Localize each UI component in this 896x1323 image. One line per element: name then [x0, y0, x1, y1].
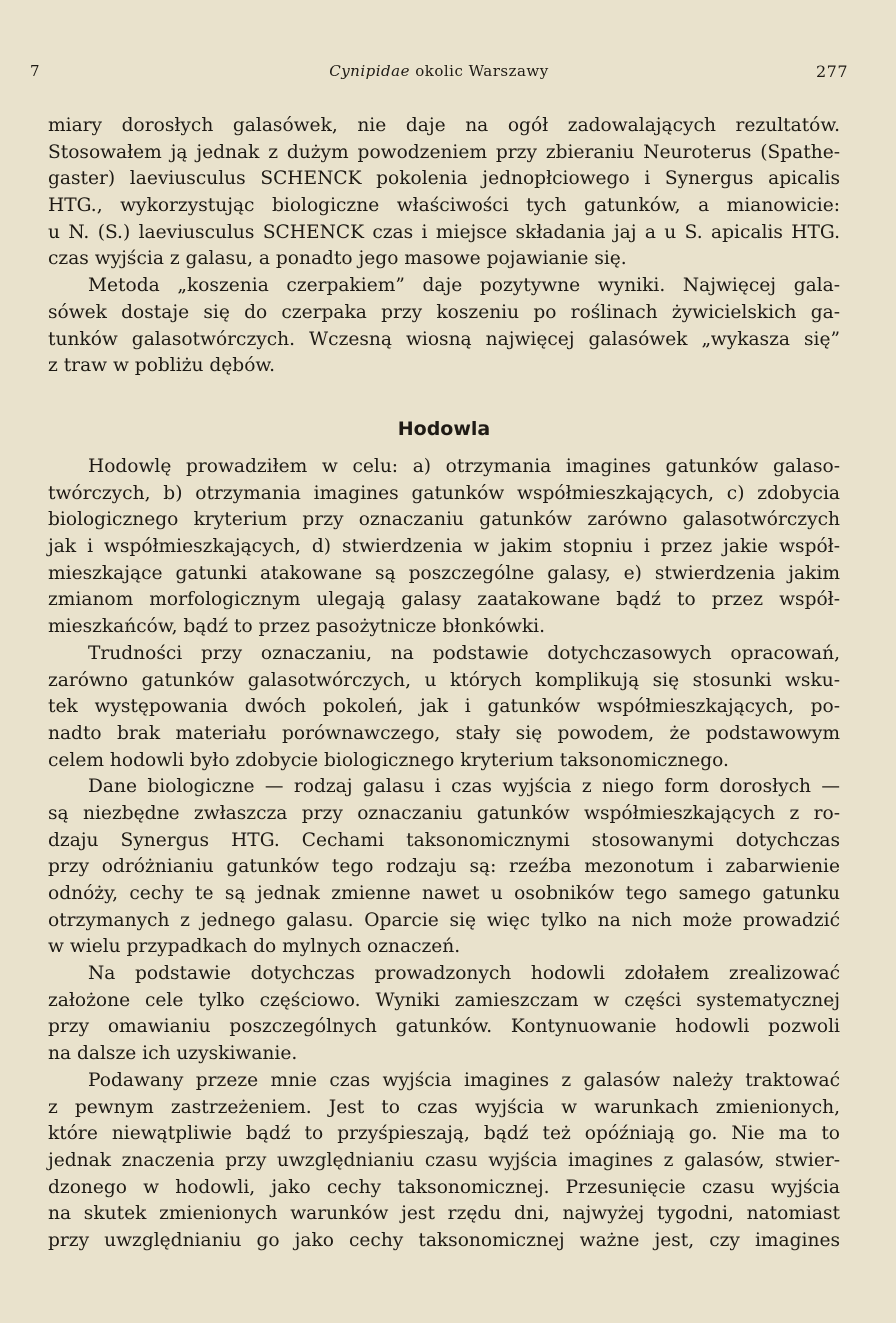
running-header [30, 62, 848, 88]
text-line: mieszkające gatunki atakowane są poszczególne galasy, e) stwierdzenia jakim [48, 562, 840, 584]
text-line: z pewnym zastrzeżeniem. Jest to czas wyjścia w warunkach zmienionych, [48, 1096, 840, 1118]
text-line: są niezbędne zwłaszcza przy oznaczaniu gatunków współmieszkających z ro- [48, 802, 840, 824]
text-line: przy odróżnianiu gatunków tego rodzaju są: rzeźba mezonotum i zabarwienie [48, 856, 840, 878]
text-line: jednak znaczenia przy uwzględnianiu czasu wyjścia imagines z galasów, stwier- [48, 1149, 840, 1171]
text-line: twórczych, b) otrzymania imagines gatunków współmieszkających, c) zdobycia [48, 482, 840, 504]
text-line: Dane biologiczne — rodzaj galasu i czas wyjścia z niego form dorosłych — [88, 776, 840, 798]
text-line: tek występowania dwóch pokoleń, jak i gatunków współmieszkających, po- [48, 696, 840, 718]
text-line: odnóży, cechy te są jednak zmienne nawet u osobników tego samego gatunku [48, 883, 840, 904]
text-block-breeding [48, 454, 840, 1255]
text-line: dzonego w hodowli, jako cechy taksonomicznej. Przesunięcie czasu wyjścia [48, 1176, 840, 1198]
text-line: jak i współmieszkających, d) stwierdzenia w jakim stopniu i przez jakie współ- [48, 536, 840, 558]
text-line: założone cele tylko częściowo. Wyniki zamieszczam w części systematycznej [48, 989, 840, 1011]
text-line: mieszkańców, bądź to przez pasożytnicze błonkówki. [48, 616, 546, 638]
text-line: gaster) laeviusculus SCHENCK pokolenia jednopłciowego i Synergus apicalis [48, 168, 840, 190]
text-line: sówek dostaje się do czerpaka przy koszeniu po roślinach żywicielskich ga- [48, 301, 840, 323]
text-line: biologicznego kryterium przy oznaczaniu gatunków zarówno galasotwórczych [48, 509, 840, 531]
text-line: czas wyjścia z galasu, a ponadto jego masowe pojawianie się. [48, 248, 627, 270]
text-line: na skutek zmienionych warunków jest rzędu dni, najwyżej tygodni, natomiast [48, 1203, 840, 1225]
text-line: Na podstawie dotychczas prowadzonych hodowli zdołałem zrealizować [88, 963, 840, 985]
text-line: Hodowlę prowadziłem w celu: a) otrzymania imagines gatunków galaso- [88, 456, 840, 477]
running-title-rest: okolic Warszawy [409, 62, 549, 80]
text-line: Podawany przeze mnie czas wyjścia imagines z galasów należy traktować [88, 1069, 840, 1091]
text-line: u N. (S.) laeviusculus SCHENCK czas i miejsce składania jaj a u S. apicalis HTG. [48, 221, 840, 243]
text-line: przy omawianiu poszczególnych gatunków. Kontynuowanie hodowli pozwoli [48, 1016, 840, 1038]
text-line: celem hodowli było zdobycie biologicznego kryterium taksonomicznego. [48, 749, 729, 771]
text-line: zarówno gatunków galasotwórczych, u których komplikują się stosunki wsku- [48, 669, 840, 691]
text-line: Trudności przy oznaczaniu, na podstawie dotychczasowych opracowań, [88, 642, 840, 664]
text-line: w wielu przypadkach do mylnych oznaczeń. [48, 936, 461, 958]
running-title-italic: Cynipidae [329, 62, 410, 80]
text-line: z traw w pobliżu dębów. [48, 355, 276, 377]
text-line: zmianom morfologicznym ulegają galasy zaatakowane bądź to przez współ- [48, 589, 840, 611]
text-line: dzaju Synergus HTG. Cechami taksonomicznymi stosowanymi dotychczas [48, 829, 840, 851]
text-line: nadto brak materiału porównawczego, stały się powodem, że podstawowym [48, 722, 840, 744]
page-number: 277 [815, 62, 848, 81]
section-title: Hodowla [397, 418, 491, 440]
text-line: przy uwzględnianiu go jako cechy taksonomicznej ważne jest, czy imagines [48, 1229, 840, 1251]
text-line: otrzymanych z jednego galasu. Oparcie się więc tylko na nich może prowadzić [48, 909, 840, 931]
text-line: tunków galasotwórczych. Wczesną wiosną najwięcej galasówek „wykasza się” [48, 328, 840, 350]
header-left-number: 7 [30, 62, 41, 80]
text-line: na dalsze ich uzyskiwanie. [48, 1043, 298, 1065]
text-line: Metoda „koszenia czerpakiem” daje pozytywne wyniki. Najwięcej gala- [88, 275, 840, 297]
text-block-methods [48, 113, 840, 380]
running-title [30, 62, 848, 80]
text-line: Stosowałem ją jednak z dużym powodzeniem przy zbieraniu Neuroterus (Spathe- [48, 141, 840, 163]
text-line: które niewątpliwie bądź to przyśpieszają, bądź też opóźniają go. Nie ma to [48, 1123, 840, 1145]
text-line: HTG., wykorzystując biologiczne właściwości tych gatunków, a mianowicie: [48, 195, 840, 217]
text-line: miary dorosłych galasówek, nie daje na ogół zadowalających rezultatów. [48, 115, 840, 136]
